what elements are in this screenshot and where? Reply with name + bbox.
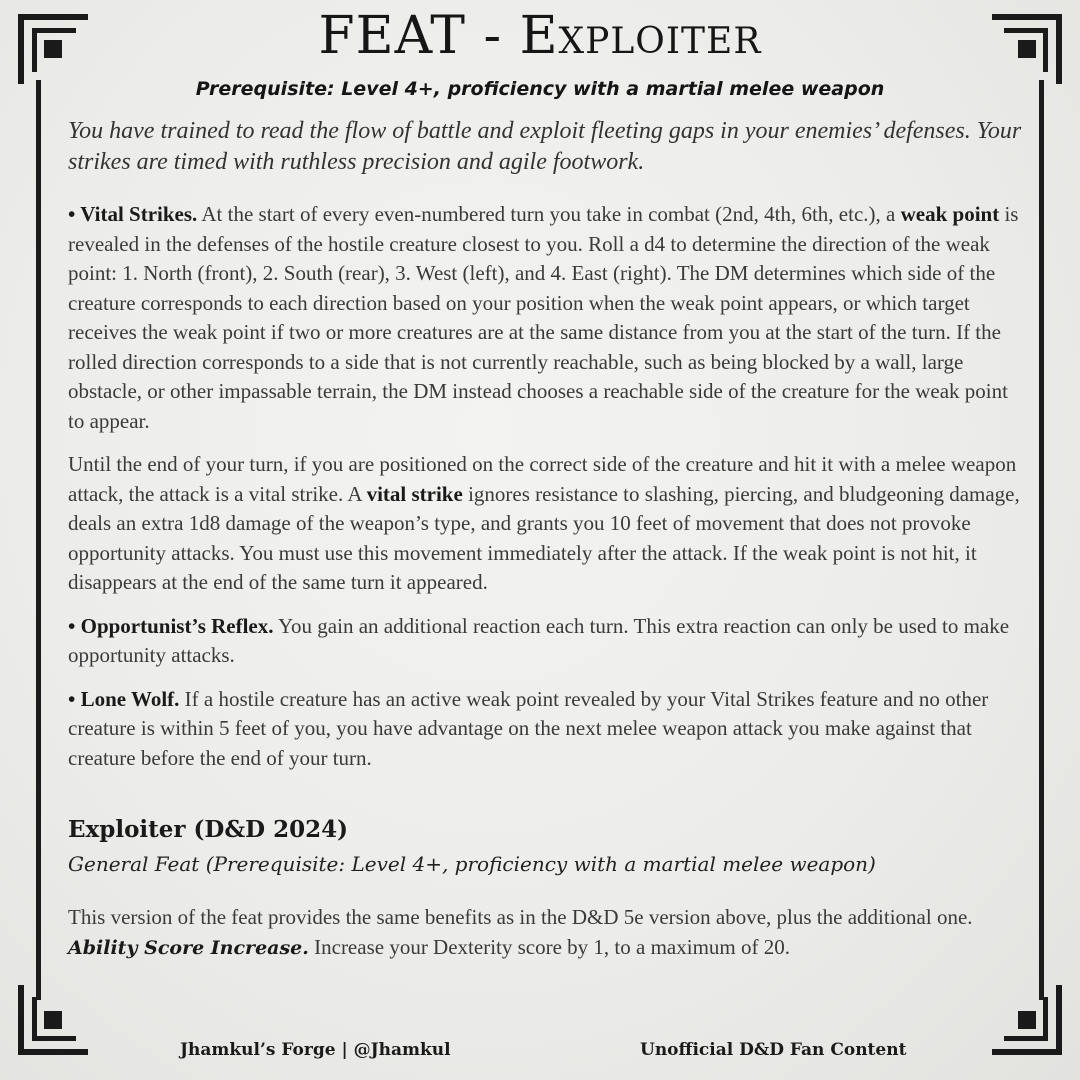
ability-score-paragraph bbox=[68, 932, 1018, 963]
ability-score-label: Ability Score Increase. bbox=[68, 937, 309, 959]
title-feat-name: Exploiter bbox=[519, 6, 762, 66]
lone-wolf-paragraph bbox=[68, 685, 1024, 774]
version-2024-body bbox=[68, 902, 1018, 963]
opportunist-reflex-paragraph bbox=[68, 612, 1024, 671]
vital-strike-text-1: Until the end of your turn, if you are positioned on the correct side of the creature and hit it with a melee weapon attack, the attack is a vital strike. A bbox=[68, 452, 1017, 506]
vital-strike-text-2: ignores resistance to slashing, piercing, and bludgeoning damage, deals an extra 1d8 damage of the weapon’s type, and grants you 10 feet of movement that does not provoke opportunity attacks. You must use this movement immediately after the attack. If the weak point is not hit, it disappears at the end of the same turn it appeared. bbox=[68, 481, 1020, 594]
opportunist-bullet: • bbox=[68, 613, 81, 638]
page-title bbox=[0, 6, 1080, 66]
version-2024-text: This version of the feat provides the same benefits as in the D&D 5e version above, plus the additional one. bbox=[68, 905, 973, 929]
corner-ornament-bottom-right bbox=[992, 985, 1062, 1055]
version-2024-heading: Exploiter (D&D 2024) bbox=[68, 816, 348, 843]
footer-disclaimer: Unofficial D&D Fan Content bbox=[640, 1040, 907, 1060]
vital-strikes-text-2: is revealed in the defenses of the hostile creature closest to you. Roll a d4 to determine the direction of the weak point: 1. North (front), 2. South (rear), 3. West (left), and 4. East (right). The DM determines which side of the creature corresponds to each direction based on your position when the weak point appears, or which target receives the weak point if two or more creatures are at the same distance from you at the start of the turn. If the rolled direction corresponds to a side that is not currently reachable, such as being blocked by a wall, large obstacle, or other impassable terrain, the DM instead chooses a reachable side of the creature for the weak point to appear. bbox=[68, 202, 1019, 433]
lone-wolf-text: If a hostile creature has an active weak point revealed by your Vital Strikes feature and no other creature is within 5 feet of you, you have advantage on the next melee weapon attack you make against that creature before the end of your turn. bbox=[68, 686, 989, 770]
feat-body bbox=[68, 200, 1024, 787]
intro-flavor-text: You have trained to read the flow of battle and exploit fleeting gaps in your enemies’ defenses. Your strikes are timed with ruthless precision and agile footwork. bbox=[68, 118, 1022, 175]
vital-strikes-paragraph bbox=[68, 200, 1024, 436]
prerequisite-line: Prerequisite: Level 4+, proficiency with a martial melee weapon bbox=[195, 78, 885, 100]
version-2024-subheading: General Feat (Prerequisite: Level 4+, proficiency with a martial melee weapon) bbox=[68, 852, 876, 876]
lone-wolf-label: Lone Wolf. bbox=[80, 686, 180, 711]
vital-strikes-label: Vital Strikes. bbox=[80, 202, 198, 226]
vital-strikes-text-1: At the start of every even-numbered turn you take in combat (2nd, 4th, 6th, etc.), a bbox=[197, 202, 901, 226]
title-prefix: FEAT - bbox=[318, 6, 520, 66]
opportunist-text: You gain an additional reaction each turn. This extra reaction can only be used to make opportunity attacks. bbox=[68, 613, 1010, 667]
frame-right-line bbox=[1039, 80, 1044, 1000]
weak-point-term: weak point bbox=[900, 202, 1000, 226]
footer-credit: Jhamkul’s Forge | @Jhamkul bbox=[180, 1040, 451, 1060]
vital-strike-rules-paragraph bbox=[68, 450, 1024, 598]
frame-left-line bbox=[36, 80, 41, 1000]
corner-ornament-bottom-left bbox=[18, 985, 88, 1055]
vital-strikes-bullet: • bbox=[68, 202, 81, 226]
opportunist-label: Opportunist’s Reflex. bbox=[80, 613, 274, 638]
lone-wolf-bullet: • bbox=[68, 686, 81, 711]
vital-strike-term: vital strike bbox=[366, 481, 463, 506]
ability-score-text: Increase your Dexterity score by 1, to a maximum of 20. bbox=[308, 935, 790, 959]
